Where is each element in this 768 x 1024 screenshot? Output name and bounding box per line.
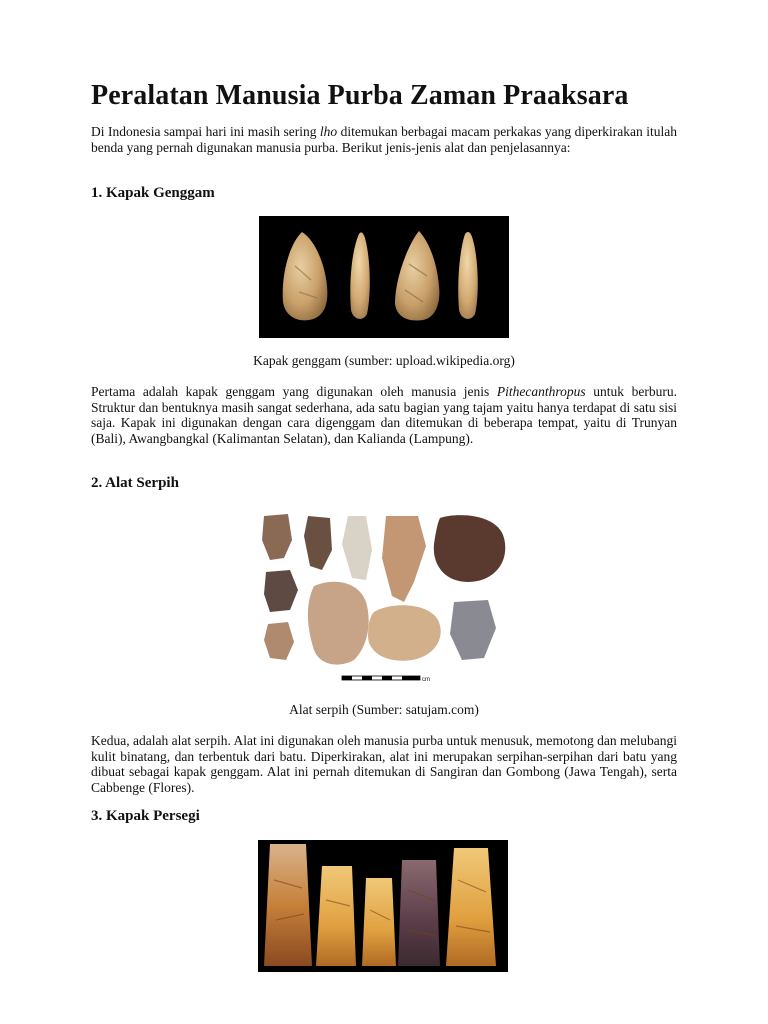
intro-text-end: ditemukan berbagai macam perkakas yang diperkirakan itulah benda yang pernah digunakan manusia purba. Berikut jenis-jenis alat dan penjelasannya: (91, 124, 677, 155)
section-heading-kapak-genggam: 1. Kapak Genggam (91, 185, 215, 201)
intro-text-start: Di Indonesia sampai hari ini masih sering (91, 124, 320, 139)
scale-bar-label: cm (422, 677, 430, 683)
page-title: Peralatan Manusia Purba Zaman Praaksara (91, 80, 629, 111)
kapak-genggam-text-start: Pertama adalah kapak genggam yang digunakan oleh manusia jenis (91, 384, 497, 399)
alat-serpih-image (258, 510, 510, 685)
kapak-persegi-image (258, 840, 508, 972)
section-heading-kapak-persegi: 3. Kapak Persegi (91, 808, 200, 824)
kapak-genggam-caption: Kapak genggam (sumber: upload.wikipedia.org) (253, 353, 515, 368)
kapak-genggam-emphasis: Pithecanthropus (496, 384, 586, 399)
section-heading-alat-serpih: 2. Alat Serpih (91, 475, 179, 491)
alat-serpih-caption: Alat serpih (Sumber: satujam.com) (289, 702, 479, 717)
intro-paragraph (91, 124, 677, 155)
kapak-genggam-paragraph (91, 384, 677, 446)
intro-emphasis: lho (319, 124, 338, 139)
kapak-genggam-image (259, 216, 509, 338)
kapak-genggam-text-end: untuk berburu. Struktur dan bentuknya masih sangat sederhana, ada satu bagian yang tajam yaitu hanya terdapat di satu sisi saja. Kapak ini digunakan dengan cara digenggam dan ditemukan di beberapa tempat, yaitu di Trunyan (Bali), Awangbangkal (Kalimantan Selatan), dan Kalianda (Lampung). (91, 384, 677, 446)
alat-serpih-paragraph: Kedua, adalah alat serpih. Alat ini digunakan oleh manusia purba untuk menusuk, memotong dan melubangi kulit binatang, dan terbentuk dari batu. Diperkirakan, alat ini merupakan serpihan-serpihan dari batu yang dibuat sebagai kapak genggam. Alat ini pernah ditemukan di Sangiran dan Gombong (Jawa Tengah), serta Cabbenge (Flores). (91, 733, 677, 795)
